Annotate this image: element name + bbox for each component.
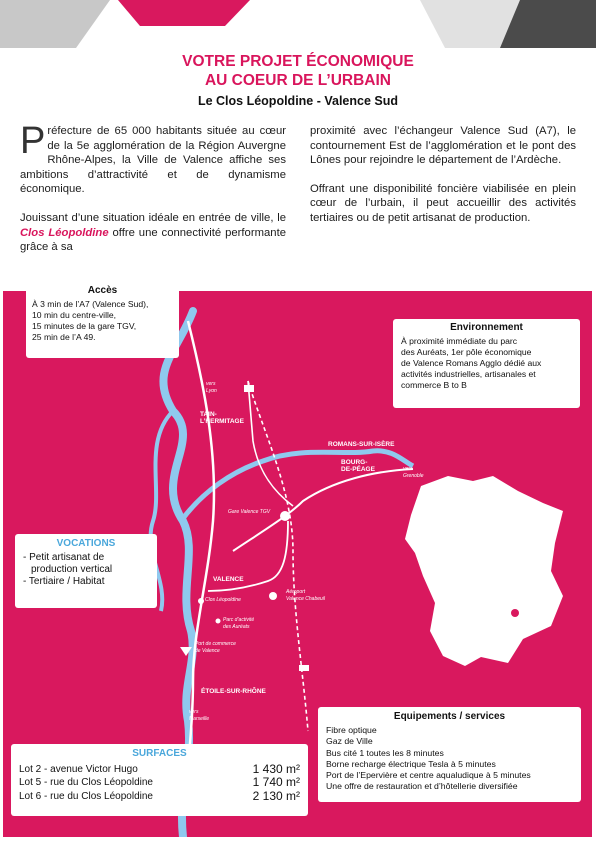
equipment-line: Gaz de Ville [326, 736, 373, 747]
isere-river [181, 451, 413, 521]
intro-text-2b: offre une connectivité performante grâce à sa [20, 226, 286, 254]
page-subtitle: Le Clos Léopoldine - Valence Sud [197, 94, 399, 108]
intro-text-1: réfecture de 65 000 habitants située au cœur de la 5e agglomération de la Région Auvergne Rhône-Alpes, la Ville de Valence affiche ses ambitions d’attractivité et de dynamisme économique. [20, 125, 286, 196]
access-line: 15 minutes de la gare TGV, [32, 321, 137, 331]
label-marseille: vers Marseille [189, 709, 210, 722]
intro-paragraph-3: proximité avec l’échangeur Valence Sud (A7), le contournement Est de l’agglomération et le pont des Lônes pour rejoindre le département de l’Ardèche. [310, 125, 576, 167]
surface-area: 1 430 m² [252, 761, 300, 776]
surface-area: 1 740 m² [252, 775, 300, 789]
label-romans: ROMANS-SUR-ISÈRE [328, 441, 395, 448]
valence-location-dot [511, 609, 519, 617]
label-grenoble: vers Grenoble [403, 466, 424, 479]
france-map [405, 476, 563, 666]
environment-line: des Auréats, 1er pôle économique [401, 347, 532, 357]
surface-lot: Lot 5 - rue du Clos Léopoldine [19, 777, 153, 788]
intro-paragraph-1 [20, 120, 286, 197]
vocations-title: VOCATIONS [56, 538, 116, 549]
airport-marker [269, 592, 277, 600]
brand-name: Clos Léopoldine [20, 226, 109, 239]
label-port: Port de commerce de Valence [195, 641, 236, 654]
environment-title: Environnement [450, 322, 523, 333]
vocations-box [15, 534, 157, 608]
header-decoration [0, 0, 596, 48]
access-title: Accès [87, 285, 118, 296]
label-tain: TAIN- L’HERMITAGE [200, 411, 244, 425]
label-gare: Gare Valence TGV [228, 509, 271, 515]
vocation-item: - Petit artisanat de [23, 552, 105, 563]
access-line: 25 min de l’A 49. [32, 332, 96, 342]
page-title-line2: AU COEUR DE L’URBAIN [204, 72, 391, 89]
surface-lot: Lot 6 - rue du Clos Léopoldine [19, 790, 153, 802]
environment-line: commerce B to B [401, 380, 467, 390]
surfaces-box [11, 744, 308, 816]
intro-text-2a: Jouissant d’une situation idéale en entrée de ville, le [20, 211, 286, 224]
equipments-box [318, 707, 581, 802]
label-etoile: ÉTOILE-SUR-RHÔNE [201, 688, 266, 695]
surface-row [19, 763, 300, 777]
label-lyon: vers Lyon [206, 381, 217, 394]
gare-marker [280, 511, 290, 521]
equipment-line: Port de l’Epervière et centre aqualudique à 5 minutes [326, 770, 531, 781]
tgv-marker [299, 665, 309, 671]
surfaces-title: SURFACES [132, 748, 187, 759]
intro-paragraph-4: Offrant une disponibilité foncière viabilisée en plein cœur de l’urbain, il peut accueillir des activités tertiaires ou de petit artisanat de production. [310, 182, 576, 224]
label-valence: VALENCE [213, 576, 244, 583]
road-tgv [248, 381, 308, 731]
vocation-item: production vertical [31, 564, 113, 575]
access-line: 10 min du centre-ville, [32, 310, 117, 320]
surface-lot: Lot 2 - avenue Victor Hugo [19, 763, 138, 775]
drop-cap: P [20, 120, 46, 162]
parc-marker [216, 619, 221, 624]
environment-line: À proximité immédiate du parc [401, 336, 518, 346]
label-bourg: BOURG- DE-PÉAGE [341, 459, 375, 473]
surface-area: 2 130 m² [252, 788, 300, 803]
label-clos: Clos Léopoldine [205, 597, 241, 603]
page-title-line1: VOTRE PROJET ÉCONOMIQUE [182, 53, 414, 70]
equipment-line: Fibre optique [326, 725, 377, 736]
intro-paragraph-2 [20, 211, 286, 255]
vocation-item: - Tertiaire / Habitat [23, 576, 105, 587]
equipment-line: Bus cité 1 toutes les 8 minutes [326, 747, 444, 758]
environment-box [393, 319, 580, 408]
clos-marker [198, 598, 204, 604]
intro-column-right [310, 124, 576, 240]
label-airport: Aéroport Valence Chabeuil [286, 589, 326, 602]
equipments-title: Equipements / services [393, 711, 506, 722]
access-box [26, 282, 179, 358]
surface-row [19, 790, 300, 804]
label-parc: Parc d’activité des Auréats [223, 617, 255, 630]
equipment-line: Borne recharge électrique Tesla à 5 minutes [326, 758, 496, 769]
access-line: À 3 min de l’A7 (Valence Sud), [32, 299, 149, 309]
a7-marker [244, 385, 254, 392]
surface-row [19, 776, 300, 790]
equipment-line: Une offre de restauration et d’hôtellerie diversifiée [326, 781, 518, 792]
intro-column-left [20, 120, 286, 269]
environment-line: de Valence Romans Agglo dédié aux [401, 358, 542, 368]
environment-line: activités industrielles, artisanales et [401, 369, 536, 379]
